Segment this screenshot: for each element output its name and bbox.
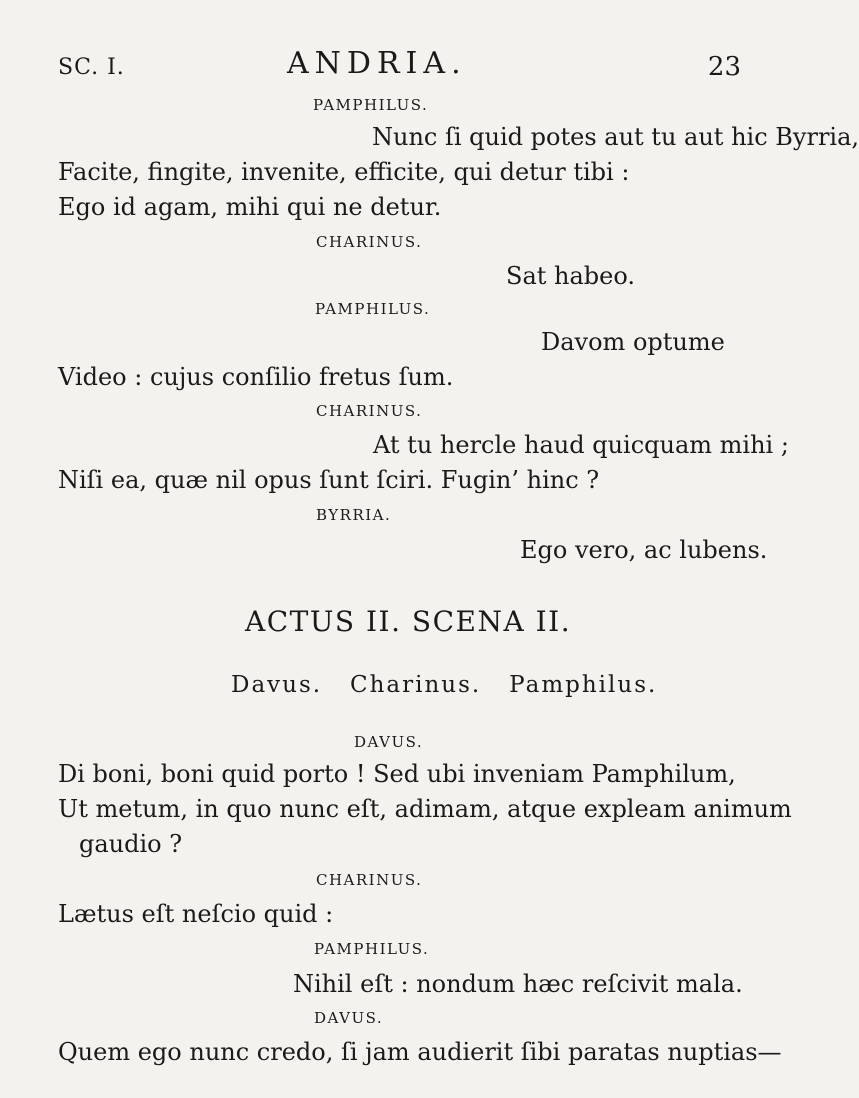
speaker-label: PAMPHILUS. bbox=[315, 300, 431, 318]
verse-line: gaudio ? bbox=[79, 830, 183, 858]
speaker-label: DAVUS. bbox=[314, 1009, 384, 1027]
verse-line: Nunc ſi quid potes aut tu aut hic Byrria, bbox=[372, 123, 859, 151]
dramatis-personae bbox=[231, 672, 657, 698]
speaker-label: BYRRIA. bbox=[316, 506, 392, 524]
act-scene-heading: ACTUS II. SCENA II. bbox=[245, 605, 572, 638]
verse-line: Di boni, boni quid porto ! Sed ubi inveniam Pamphilum, bbox=[58, 760, 736, 788]
speaker-label: PAMPHILUS. bbox=[314, 940, 430, 958]
verse-line: Ut metum, in quo nunc eſt, adimam, atque expleam animum bbox=[58, 795, 792, 823]
section-label: SC. I. bbox=[58, 55, 125, 80]
character-pamphilus: Pamphilus. bbox=[509, 672, 658, 698]
speaker-label: CHARINUS. bbox=[316, 871, 423, 889]
verse-line: Ego vero, ac lubens. bbox=[520, 536, 768, 564]
verse-line: Davom optume bbox=[541, 328, 725, 356]
verse-line: Quem ego nunc credo, ſi jam audierit ſibi paratas nuptias— bbox=[58, 1038, 782, 1066]
speaker-label: DAVUS. bbox=[354, 733, 424, 751]
speaker-label: CHARINUS. bbox=[316, 233, 423, 251]
character-charinus: Charinus. bbox=[350, 672, 482, 698]
verse-line: Ego id agam, mihi qui ne detur. bbox=[58, 193, 442, 221]
speaker-label: CHARINUS. bbox=[316, 402, 423, 420]
verse-line: Sat habeo. bbox=[506, 262, 636, 290]
verse-line: Video : cujus conſilio fretus ſum. bbox=[58, 363, 454, 391]
verse-line: Niſi ea, quæ nil opus ſunt ſciri. Fugin’ hinc ? bbox=[58, 466, 600, 494]
verse-line: At tu hercle haud quicquam mihi ; bbox=[373, 431, 789, 459]
verse-line: Lætus eſt neſcio quid : bbox=[58, 900, 334, 928]
verse-line: Facite, fingite, invenite, efficite, qui detur tibi : bbox=[58, 158, 630, 186]
character-davus: Davus. bbox=[231, 672, 323, 698]
verse-line: Nihil eſt : nondum hæc reſcivit mala. bbox=[293, 970, 743, 998]
running-title: ANDRIA. bbox=[287, 46, 467, 81]
page-number: 23 bbox=[707, 52, 741, 82]
speaker-label: PAMPHILUS. bbox=[313, 96, 429, 114]
